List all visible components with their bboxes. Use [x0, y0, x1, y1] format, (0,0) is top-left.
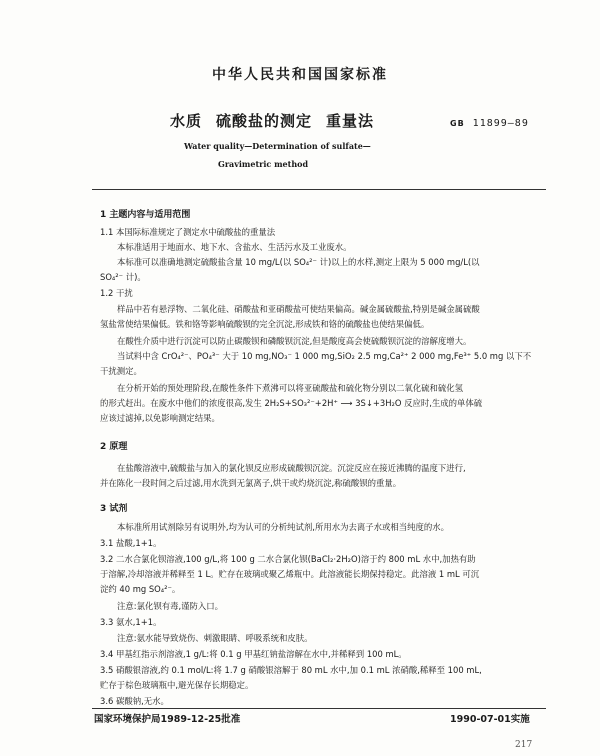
- english-title-line2: Gravimetric method: [218, 159, 309, 169]
- reagent-3-5-line1: 3.5 硝酸银溶液,约 0.1 mol/L:将 1.7 g 硝酸银溶解于 80 mL 水中,加 0.1 mL 浓硝酸,稀释至 100 mL,: [100, 665, 482, 675]
- code-prefix: GB: [450, 119, 465, 128]
- section-2-heading: 2 原理: [100, 442, 128, 452]
- footer-divider: [92, 708, 546, 709]
- code-number: 11899—89: [472, 118, 529, 129]
- section-3-heading: 3 试剂: [100, 504, 128, 514]
- paragraph-1-1-line1: 1.1 本国际标准规定了测定水中硫酸盐的重量法: [100, 227, 276, 237]
- document-title: [170, 110, 388, 131]
- paragraph-1-2-line5: 干扰测定。: [100, 366, 142, 376]
- title-part-2: 硫酸盐的测定: [216, 112, 313, 130]
- reagent-3-1: 3.1 盐酸,1+1。: [100, 538, 162, 548]
- paragraph-1-1-line2: 本标准适用于地面水、地下水、含盐水、生活污水及工业废水。: [117, 242, 352, 252]
- english-title-line1: Water quality—Determination of sulfate—: [184, 141, 371, 151]
- standard-code: [450, 118, 529, 129]
- paragraph-2-line1: 在盐酸溶液中,硫酸盐与加入的氯化钡反应形成硫酸钡沉淀。沉淀反应在接近沸腾的温度下进行,: [117, 463, 466, 473]
- paragraph-2-line2: 并在陈化一段时间之后过滤,用水洗到无氯离子,烘干或灼烧沉淀,称硫酸钡的重量。: [100, 478, 402, 488]
- page-number: 217: [515, 740, 533, 750]
- reagent-3-3: 3.3 氨水,1+1。: [100, 617, 162, 627]
- paragraph-1-2-line8: 应该过滤掉,以免影响测定结果。: [100, 413, 220, 423]
- paragraph-1-2-line7: 的形式赶出。在废水中他们的浓度很高,发生 2H₂S+SO₃²⁻+2H⁺ ⟶ 3S↓+3H₂O 反应时,生成的单体硫: [100, 398, 483, 408]
- paragraph-3-line1: 本标准所用试剂除另有说明外,均为认可的分析纯试剂,所用水为去离子水或相当纯度的水。: [117, 522, 449, 532]
- reagent-3-2-line3: 淀约 40 mg SO₄²⁻。: [100, 584, 181, 594]
- title-part-1: 水质: [170, 112, 203, 130]
- approval-date: 国家环境保护局1989-12-25批准: [94, 714, 241, 725]
- title-part-3: 重量法: [326, 112, 375, 130]
- reagent-3-2-line1: 3.2 二水合氯化钡溶液,100 g/L,将 100 g 二水合氯化钡(BaCl₂·2H₂O)溶于约 800 mL 水中,加热有助: [100, 554, 476, 564]
- paragraph-1-2-line3: 在酸性介质中进行沉淀可以防止碳酸钡和磷酸钡沉淀,但是酸度高会使硫酸钡沉淀的溶解度增大。: [117, 336, 472, 346]
- reagent-3-2-line2: 于溶解,冷却溶液并稀释至 1 L。贮存在玻璃或聚乙烯瓶中。此溶液能长期保持稳定。此溶液 1 mL 可沉: [100, 569, 480, 579]
- reagent-3-3-note: 注意:氨水能导致烧伤、刺激眼睛、呼吸系统和皮肤。: [117, 633, 313, 643]
- paragraph-1-1-line3: 本标准可以准确地测定硫酸盐含量 10 mg/L(以 SO₄²⁻ 计)以上的水样,测定上限为 5 000 mg/L(以: [117, 257, 480, 267]
- header-divider: [92, 189, 546, 190]
- paragraph-1-1-line4: SO₄²⁻ 计)。: [100, 272, 146, 282]
- reagent-3-4: 3.4 甲基红指示剂溶液,1 g/L:将 0.1 g 甲基红钠盐溶解在水中,并稀释到 100 mL。: [100, 649, 407, 659]
- paragraph-1-2-line6: 在分析开始的预处理阶段,在酸性条件下煮沸可以将亚硫酸盐和硫化物分别以二氧化硫和硫化氢: [117, 383, 464, 393]
- reagent-3-5-line2: 贮存于棕色玻璃瓶中,避光保存长期稳定。: [100, 680, 254, 690]
- paragraph-1-2-line4: 当试料中含 CrO₄²⁻、PO₄³⁻ 大于 10 mg,NO₃⁻ 1 000 mg,SiO₂ 2.5 mg,Ca²⁺ 2 000 mg,Fe³⁺ 5.0 mg 以下不: [117, 351, 532, 361]
- standard-title: 中华人民共和国国家标准: [212, 67, 388, 83]
- paragraph-1-2-line2: 氢盐常使结果偏低。铁和铬等影响硫酸钡的完全沉淀,形成铁和铬的硫酸盐也使结果偏低。: [100, 319, 430, 329]
- implementation-date: 1990-07-01实施: [450, 714, 530, 725]
- section-1-2-heading: 1.2 干扰: [100, 288, 133, 298]
- reagent-3-2-note: 注意:氯化钡有毒,谨防入口。: [117, 601, 223, 611]
- section-1-heading: 1 主题内容与适用范围: [100, 210, 191, 220]
- reagent-3-6: 3.6 碳酸钠,无水。: [100, 696, 169, 706]
- paragraph-1-2-line1: 样品中若有悬浮物、二氧化硅、硝酸盐和亚硝酸盐可使结果偏高。碱金属硫酸盐,特别是碱金属硫酸: [117, 304, 480, 314]
